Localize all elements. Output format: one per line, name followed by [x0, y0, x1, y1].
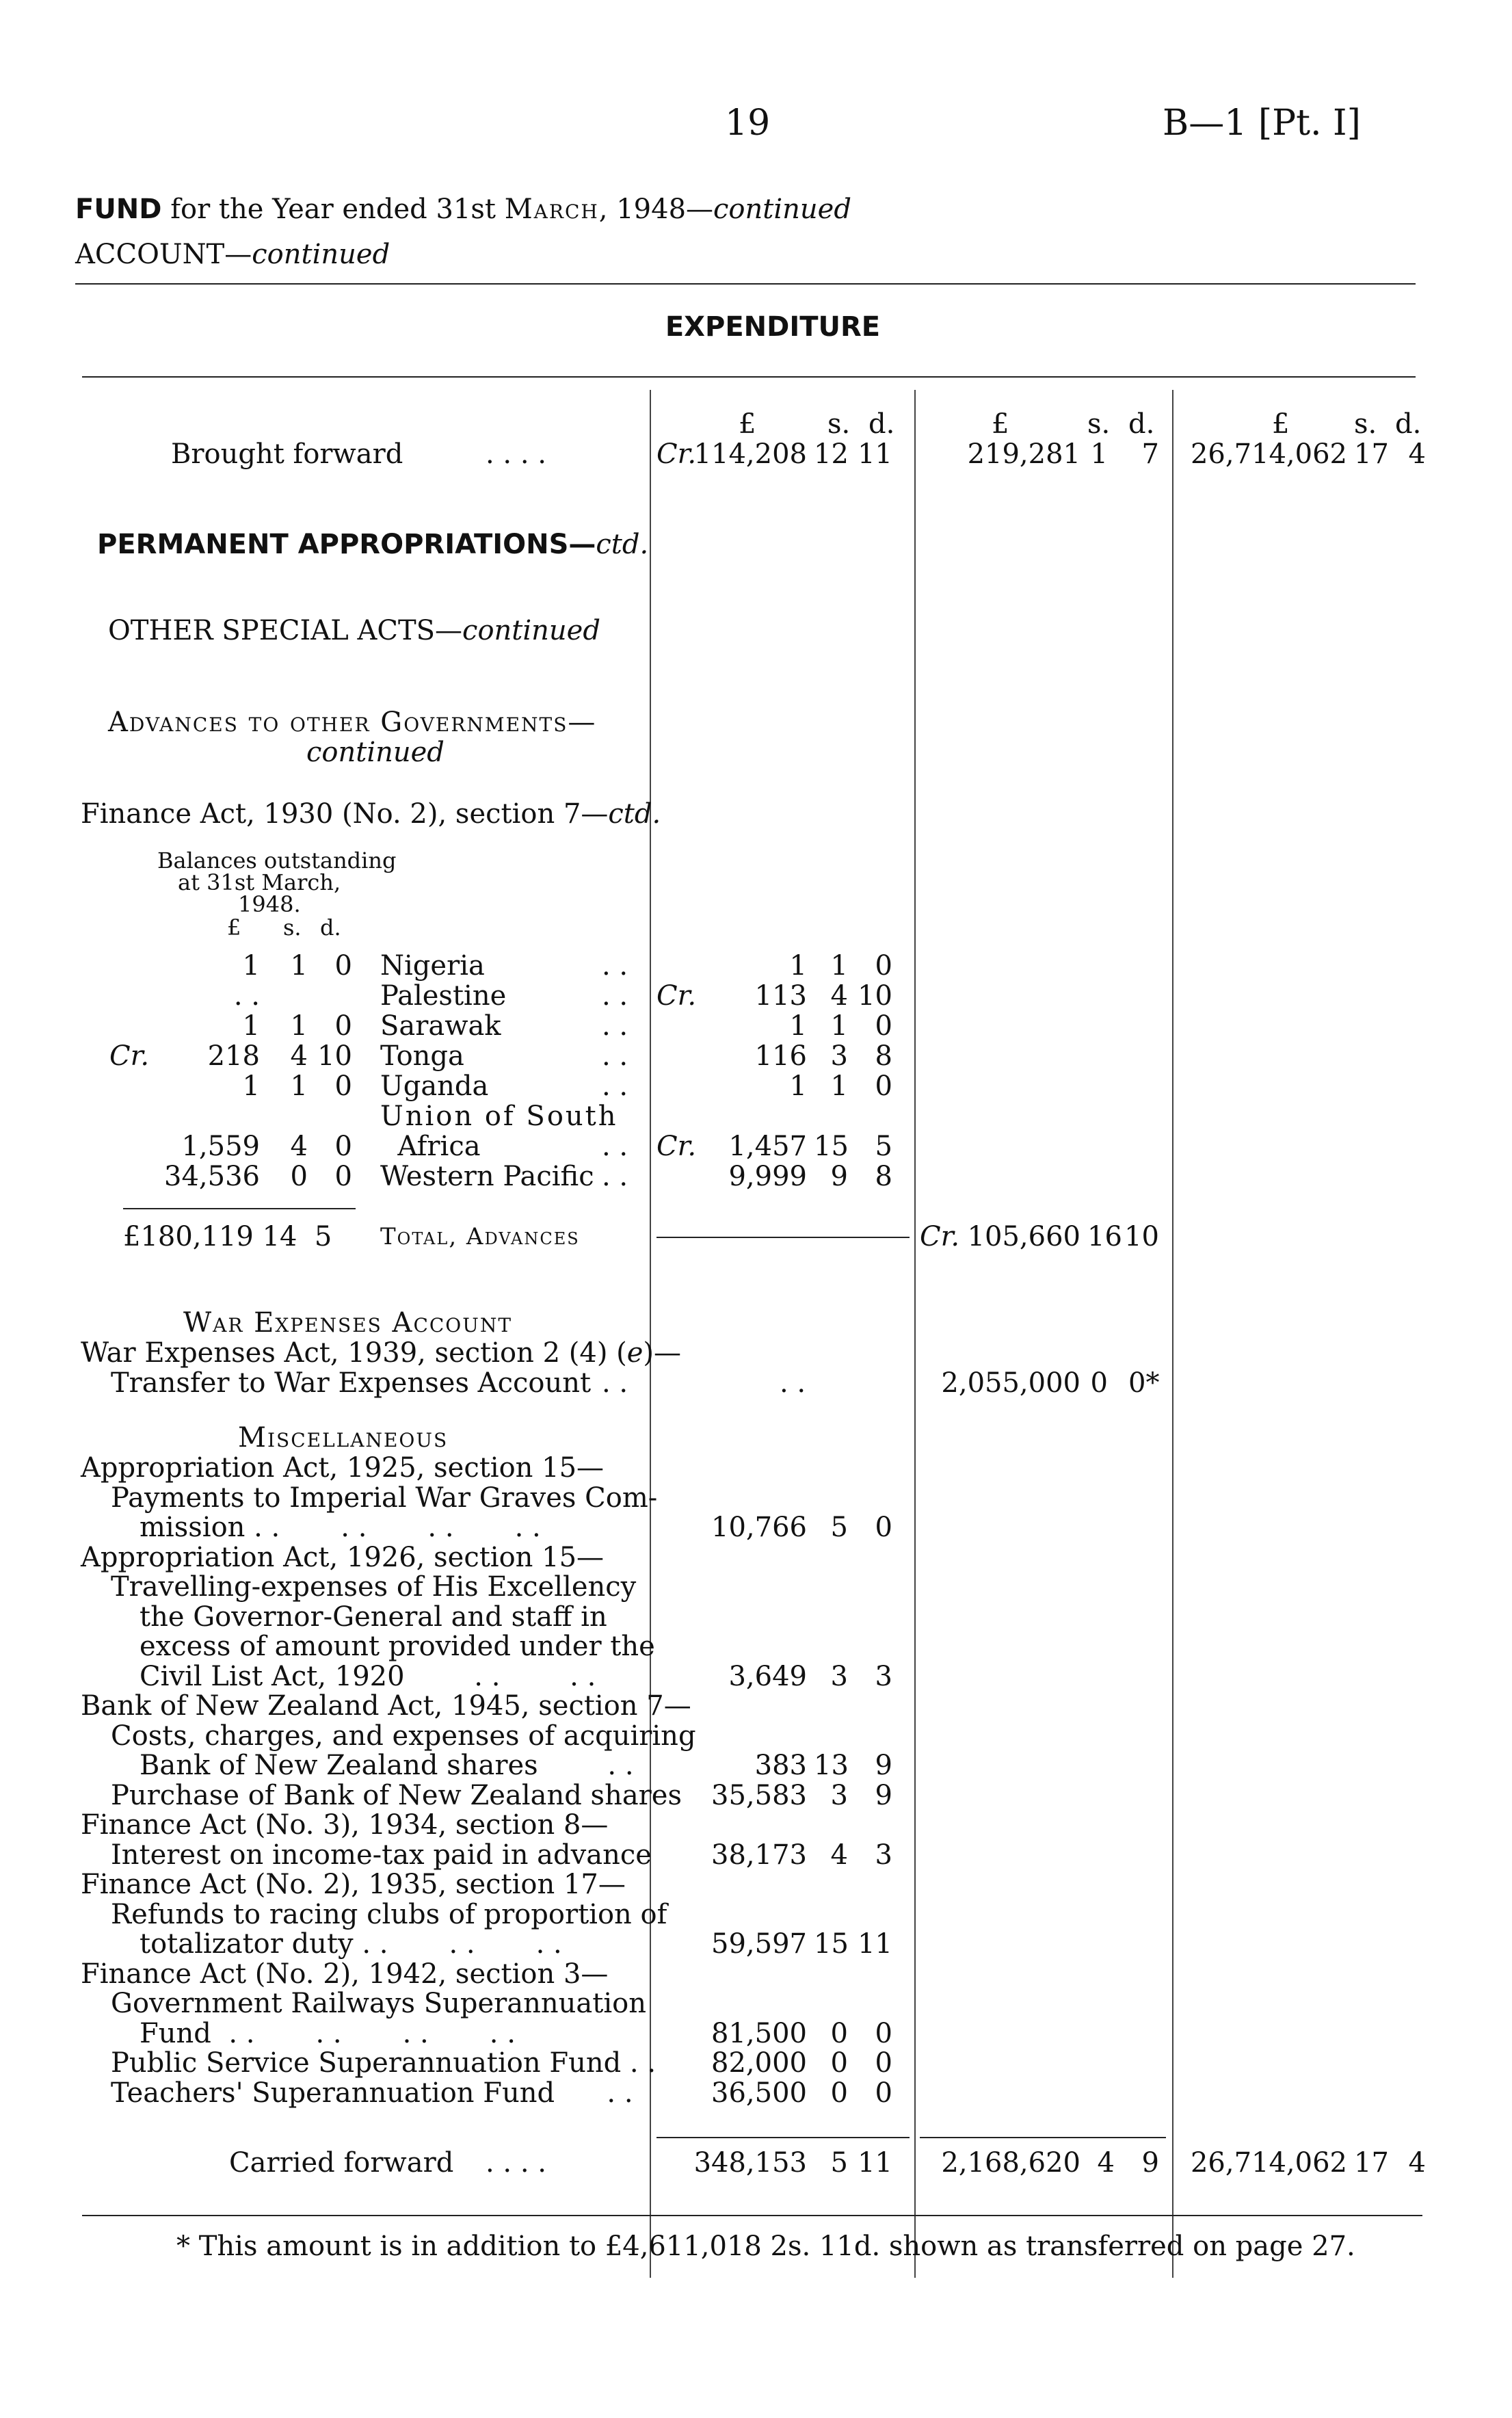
- cf-col3-pounds: 26,714,062: [1190, 2147, 1347, 2179]
- col1-pound-header: £: [739, 408, 756, 440]
- bf-col1-shillings: 12: [814, 438, 849, 470]
- finance-act-ctd: ctd.: [608, 798, 661, 830]
- war-transfer-pounds: 2,055,000: [941, 1367, 1080, 1399]
- col2-pound-header: £: [992, 408, 1009, 440]
- row-expenditure-cr: Cr.: [656, 1131, 697, 1162]
- cf-col2-shillings: 4: [1097, 2147, 1115, 2179]
- war-transfer-shillings: 0: [1090, 1367, 1108, 1399]
- row-outstanding-shillings: 4: [290, 1131, 308, 1162]
- top-rule: [75, 283, 1416, 285]
- permanent-ctd: ctd.: [596, 529, 649, 560]
- statement-title-line: [75, 194, 851, 224]
- misc-line-pounds: 3,649: [728, 1661, 807, 1692]
- cf-col2-pence: 9: [1141, 2147, 1159, 2179]
- column-divider-2: [914, 390, 916, 2278]
- col3-shilling-header: s.: [1354, 408, 1377, 440]
- row-dots: . .: [602, 1131, 628, 1162]
- other-acts-continued: continued: [462, 615, 600, 646]
- misc-line-pounds: 36,500: [711, 2077, 807, 2109]
- column-divider-3: [1172, 390, 1173, 2278]
- row-outstanding-shillings: 1: [290, 950, 308, 982]
- balances-total-rule: [123, 1208, 356, 1209]
- bf-col2-pence: 7: [1141, 438, 1159, 470]
- title-year: , 1948—: [598, 194, 714, 225]
- misc-line-text: Appropriation Act, 1925, section 15—: [81, 1452, 605, 1484]
- row-expenditure-pounds: 1,457: [728, 1131, 807, 1162]
- row-dots: . .: [602, 1040, 628, 1072]
- balances-label-2: at 31st March,: [178, 869, 341, 895]
- title-text: for the Year ended 31st: [161, 194, 505, 225]
- cf-col3-shillings: 17: [1354, 2147, 1389, 2179]
- row-outstanding-pence: 0: [334, 1131, 352, 1162]
- bf-col2-pounds: 219,281: [967, 438, 1080, 470]
- other-special-acts-heading: [108, 616, 600, 646]
- col3-pound-header: £: [1272, 408, 1290, 440]
- row-territory-name: Tonga: [380, 1040, 464, 1072]
- row-dots: . .: [602, 1161, 628, 1192]
- finance-act-1930-heading: [81, 799, 661, 829]
- row-outstanding-pounds: 34,536: [164, 1161, 260, 1192]
- misc-line-text: Public Service Superannuation Fund . .: [111, 2047, 656, 2079]
- total-advances-label: Total, Advances: [380, 1223, 580, 1250]
- misc-line-text: excess of amount provided under the: [140, 1631, 655, 1662]
- col1-subtotal-rule: [656, 1237, 910, 1238]
- row-territory-name: Palestine: [380, 980, 507, 1012]
- misc-line-pounds: 82,000: [711, 2047, 807, 2079]
- misc-line-text: Government Railways Superannuation: [111, 1988, 646, 2019]
- balances-total-amount: £180,119 14 5: [123, 1221, 332, 1252]
- title-continued: continued: [713, 194, 851, 225]
- misc-line-shillings: 0: [830, 2047, 848, 2079]
- row-expenditure-pounds: 9,999: [728, 1161, 807, 1192]
- misc-line-pence: 0: [875, 2077, 892, 2109]
- footnote: * This amount is in addition to £4,611,018 2s. 11d. shown as transferred on page 27.: [176, 2231, 1355, 2262]
- permanent-appropriations-heading: [97, 529, 648, 560]
- row-outstanding-pounds: 218: [207, 1040, 260, 1072]
- row-outstanding-pence: 0: [334, 1070, 352, 1102]
- war-transfer-label: Transfer to War Expenses Account: [111, 1367, 592, 1399]
- row-expenditure-cr: Cr.: [656, 980, 697, 1012]
- document-reference: B—1 [Pt. I]: [1163, 103, 1361, 144]
- col3-pence-header: d.: [1395, 408, 1422, 440]
- row-territory-name: Africa: [380, 1131, 481, 1162]
- row-outstanding-shillings: 4: [290, 1040, 308, 1072]
- row-expenditure-shillings: 9: [830, 1161, 848, 1192]
- row-outstanding-pounds: 1: [242, 950, 260, 982]
- total-advances-pence: 10: [1124, 1221, 1159, 1252]
- bf-col1-pence: 11: [858, 438, 892, 470]
- col1-pence-header: d.: [868, 408, 895, 440]
- row-territory-name: Uganda: [380, 1070, 489, 1102]
- balances-label-3: 1948.: [238, 891, 301, 917]
- total-advances-shillings: 16: [1087, 1221, 1122, 1252]
- row-dots: . .: [602, 1010, 628, 1042]
- misc-line-pounds: 35,583: [711, 1780, 807, 1811]
- col2-pence-header: d.: [1128, 408, 1155, 440]
- misc-line-pence: 0: [875, 2018, 892, 2049]
- row-expenditure-pence: 10: [858, 980, 892, 1012]
- row-outstanding-shillings: 1: [290, 1010, 308, 1042]
- misc-line-text: Interest on income-tax paid in advance: [111, 1839, 652, 1871]
- misc-line-text: Bank of New Zealand shares . .: [140, 1750, 634, 1781]
- row-expenditure-pounds: 1: [789, 1010, 807, 1042]
- brought-forward-cr: Cr.: [656, 438, 697, 470]
- row-expenditure-shillings: 1: [830, 1010, 848, 1042]
- misc-line-shillings: 5: [830, 1512, 848, 1543]
- brought-forward-dots: . . . .: [486, 438, 547, 470]
- misc-line-shillings: 3: [830, 1661, 848, 1692]
- finance-act-text: Finance Act, 1930 (No. 2), section 7—: [81, 798, 609, 830]
- row-dots: . .: [602, 980, 628, 1012]
- other-acts-text: OTHER SPECIAL ACTS—: [108, 615, 463, 646]
- misc-line-pounds: 10,766: [711, 1512, 807, 1543]
- bf-col3-shillings: 17: [1354, 438, 1389, 470]
- row-outstanding-shillings: 0: [290, 1161, 308, 1192]
- carried-rule-col1: [656, 2137, 910, 2138]
- row-dots: . .: [602, 1070, 628, 1102]
- misc-line-shillings: 0: [830, 2077, 848, 2109]
- row-expenditure-shillings: 3: [830, 1040, 848, 1072]
- col1-shilling-header: s.: [827, 408, 851, 440]
- misc-line-text: Civil List Act, 1920 . . . .: [140, 1661, 596, 1692]
- row-expenditure-pence: 8: [875, 1040, 892, 1072]
- misc-line-text: Purchase of Bank of New Zealand shares: [111, 1780, 682, 1811]
- carried-forward-dots: . . . .: [486, 2147, 547, 2179]
- row-outstanding-pence: 10: [317, 1040, 352, 1072]
- misc-line-shillings: 15: [814, 1928, 849, 1960]
- row-expenditure-shillings: 1: [830, 950, 848, 982]
- misc-line-pence: 0: [875, 2047, 892, 2079]
- row-outstanding-pounds: . .: [233, 980, 260, 1012]
- row-territory-name: Sarawak: [380, 1010, 501, 1042]
- row-expenditure-pounds: 1: [789, 1070, 807, 1102]
- misc-line-pence: 11: [858, 1928, 892, 1960]
- label-column-rule: [82, 376, 656, 378]
- misc-line-text: totalizator duty . . . . . .: [140, 1928, 562, 1960]
- row-outstanding-pence: 0: [334, 950, 352, 982]
- advances-heading: Advances to other Governments—: [108, 707, 597, 738]
- carried-rule-col2: [920, 2137, 1166, 2138]
- misc-line-text: Finance Act (No. 2), 1935, section 17—: [81, 1869, 626, 1900]
- war-transfer-dots: . .: [602, 1367, 628, 1399]
- misc-line-text: Finance Act (No. 2), 1942, section 3—: [81, 1958, 609, 1990]
- col2-shilling-header: s.: [1087, 408, 1111, 440]
- misc-line-text: Finance Act (No. 3), 1934, section 8—: [81, 1809, 609, 1841]
- cf-col1-pounds: 348,153: [693, 2147, 807, 2179]
- title-month: March: [504, 194, 599, 225]
- row-expenditure-pence: 5: [875, 1131, 892, 1162]
- bf-col1-pounds: 114,208: [693, 438, 807, 470]
- account-subtitle-line: [75, 239, 390, 270]
- row-expenditure-pounds: 1: [789, 950, 807, 982]
- bottom-rule: [82, 2215, 1422, 2216]
- row-territory-name: Western Pacific: [380, 1161, 594, 1192]
- bf-col3-pounds: 26,714,062: [1190, 438, 1347, 470]
- row-territory-name: Union of South: [380, 1101, 618, 1132]
- war-expenses-act-line: [81, 1338, 681, 1368]
- total-advances-cr: Cr.: [920, 1221, 960, 1252]
- page-number: 19: [725, 103, 771, 144]
- row-outstanding-pence: 0: [334, 1161, 352, 1192]
- misc-line-text: Appropriation Act, 1926, section 15—: [81, 1542, 605, 1573]
- row-expenditure-pence: 8: [875, 1161, 892, 1192]
- row-territory-name: Nigeria: [380, 950, 485, 982]
- miscellaneous-heading: Miscellaneous: [238, 1422, 449, 1454]
- account-continued: continued: [252, 239, 390, 270]
- war-act-text: War Expenses Act, 1939, section 2 (4) (: [81, 1337, 627, 1369]
- balances-label-1: Balances outstanding: [157, 847, 397, 873]
- misc-line-text: the Governor-General and staff in: [140, 1601, 607, 1633]
- bf-col2-shillings: 1: [1090, 438, 1108, 470]
- row-outstanding-pounds: 1: [242, 1010, 260, 1042]
- cf-col1-shillings: 5: [830, 2147, 848, 2179]
- amount-columns-rule: [650, 376, 1416, 378]
- row-expenditure-pounds: 113: [754, 980, 807, 1012]
- account-text: ACCOUNT—: [75, 239, 252, 270]
- misc-line-text: Refunds to racing clubs of proportion of: [111, 1899, 667, 1930]
- cf-col2-pounds: 2,168,620: [941, 2147, 1080, 2179]
- cf-col1-pence: 11: [858, 2147, 892, 2179]
- misc-line-shillings: 4: [830, 1839, 848, 1871]
- row-expenditure-pounds: 116: [754, 1040, 807, 1072]
- war-act-e: e: [626, 1337, 644, 1369]
- misc-line-pence: 9: [875, 1750, 892, 1781]
- misc-line-shillings: 3: [830, 1780, 848, 1811]
- row-dots: . .: [602, 950, 628, 982]
- balances-pound-header: £: [227, 915, 241, 941]
- row-expenditure-shillings: 15: [814, 1131, 849, 1162]
- misc-line-shillings: 13: [814, 1750, 849, 1781]
- misc-line-text: Payments to Imperial War Graves Com-: [111, 1482, 658, 1514]
- row-expenditure-shillings: 4: [830, 980, 848, 1012]
- carried-forward-label: Carried forward: [229, 2147, 454, 2179]
- war-expenses-heading: War Expenses Account: [183, 1307, 513, 1339]
- fund-word: FUND: [75, 194, 162, 225]
- row-expenditure-pence: 0: [875, 1010, 892, 1042]
- section-title: EXPENDITURE: [665, 311, 881, 343]
- misc-line-shillings: 0: [830, 2018, 848, 2049]
- war-col1-dots: . .: [780, 1367, 806, 1399]
- row-outstanding-pounds: 1,559: [181, 1131, 260, 1162]
- misc-line-pounds: 383: [754, 1750, 807, 1781]
- row-outstanding-pounds: 1: [242, 1070, 260, 1102]
- column-divider-1: [650, 390, 651, 2278]
- bf-col3-pence: 4: [1408, 438, 1426, 470]
- misc-line-text: Fund . . . . . . . .: [140, 2018, 516, 2049]
- brought-forward-label: Brought forward: [171, 438, 403, 470]
- misc-line-text: Travelling-expenses of His Excellency: [111, 1571, 637, 1603]
- permanent-text: PERMANENT APPROPRIATIONS—: [97, 529, 596, 560]
- row-expenditure-pence: 0: [875, 1070, 892, 1102]
- misc-line-pounds: 38,173: [711, 1839, 807, 1871]
- row-expenditure-pence: 0: [875, 950, 892, 982]
- balances-shilling-header: s.: [283, 915, 302, 941]
- misc-line-text: Bank of New Zealand Act, 1945, section 7—: [81, 1690, 691, 1722]
- advances-continued: continued: [306, 737, 445, 768]
- misc-line-pence: 3: [875, 1839, 892, 1871]
- misc-line-text: Teachers' Superannuation Fund . .: [111, 2077, 633, 2109]
- cf-col3-pence: 4: [1408, 2147, 1426, 2179]
- misc-line-pence: 9: [875, 1780, 892, 1811]
- misc-line-pence: 3: [875, 1661, 892, 1692]
- balances-pence-header: d.: [320, 915, 341, 941]
- war-transfer-pence: 0*: [1128, 1367, 1160, 1399]
- misc-line-pence: 0: [875, 1512, 892, 1543]
- total-advances-pounds: 105,660: [967, 1221, 1080, 1252]
- row-expenditure-shillings: 1: [830, 1070, 848, 1102]
- row-outstanding-pence: 0: [334, 1010, 352, 1042]
- misc-line-pounds: 59,597: [711, 1928, 807, 1960]
- misc-line-text: Costs, charges, and expenses of acquiring: [111, 1720, 696, 1752]
- row-outstanding-cr: Cr.: [109, 1040, 150, 1072]
- war-act-end: )—: [643, 1337, 682, 1369]
- misc-line-pounds: 81,500: [711, 2018, 807, 2049]
- row-outstanding-shillings: 1: [290, 1070, 308, 1102]
- misc-line-text: mission . . . . . . . .: [140, 1512, 541, 1543]
